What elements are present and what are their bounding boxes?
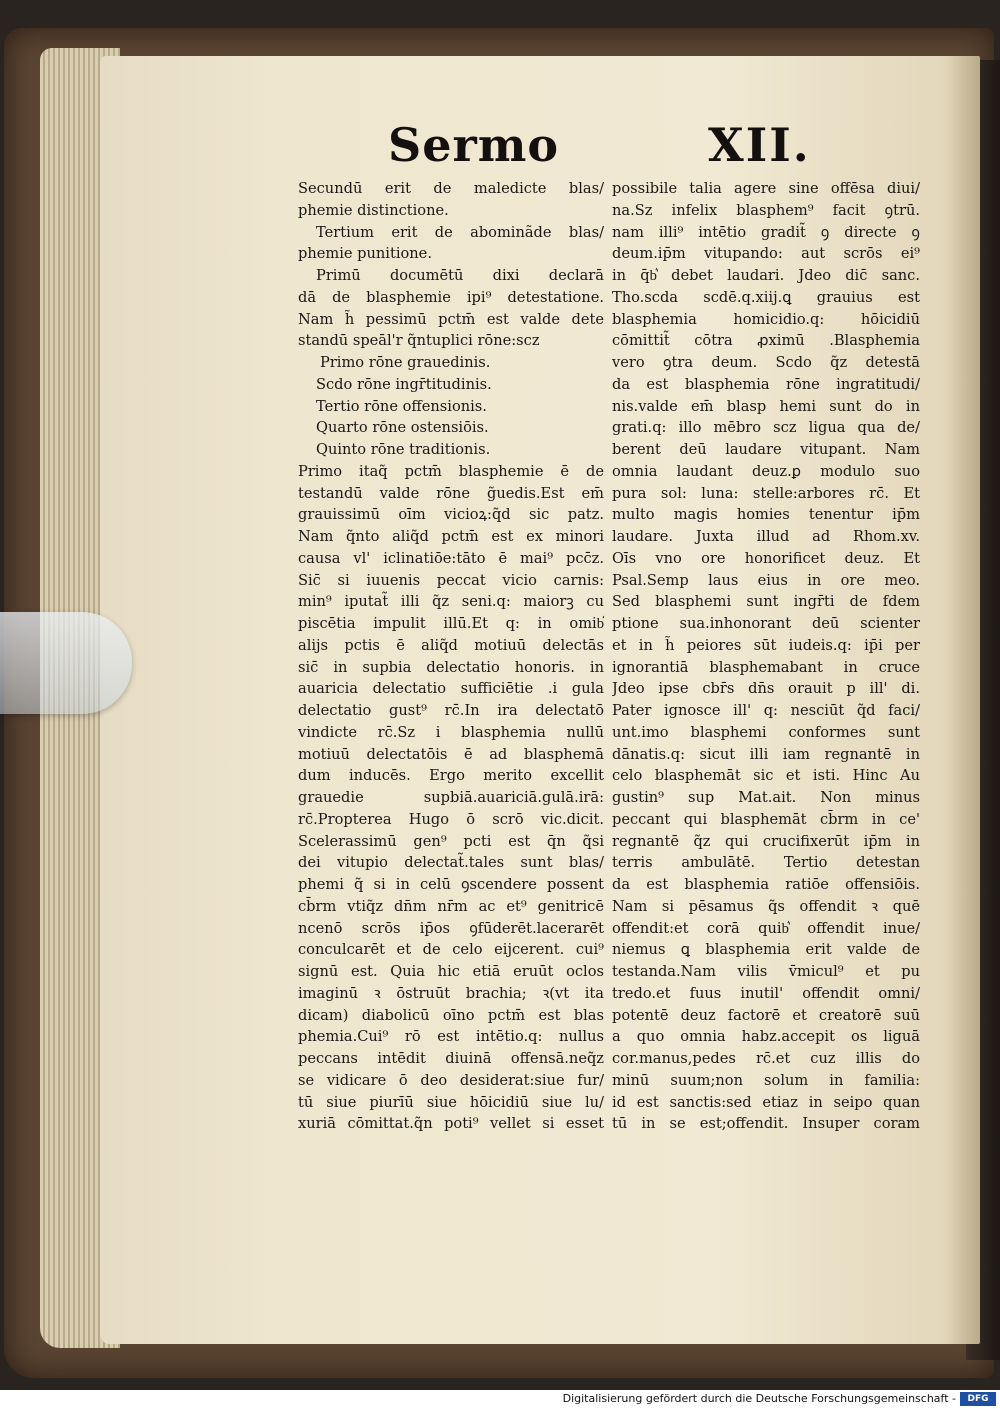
- text-line: da est blasphemia ratiōe offensiōis.: [612, 876, 920, 893]
- text-line: standū speāl'r q̃ntuplici rōne:scz: [298, 332, 540, 350]
- text-line: vindicte rc̄.Sz i blasphemia nullū: [298, 723, 604, 741]
- text-line: ptione sua.inhonorant deū scienter: [612, 615, 920, 632]
- text-line: motiuū delectatōis ē ad blasphemā: [298, 745, 604, 763]
- text-line: gustin⁹ sup Mat.ait. Non minus: [612, 789, 920, 806]
- text-line: tū siue piurīū siue hōicidiū siue lu/: [298, 1093, 604, 1111]
- text-line: Quinto rōne traditionis.: [316, 441, 491, 458]
- text-line: se vidicare ō deo desiderat:siue fur/: [298, 1071, 604, 1089]
- text-line: Nam q̃nto aliq̃d pctm̄ est ex minori: [298, 528, 604, 545]
- text-line: causa vl' iclinatiōe:tāto ē mai⁹ pcc̄z.: [298, 549, 604, 567]
- text-line: pura sol: luna: stelle:arbores rc̄. Et: [612, 484, 920, 502]
- text-line: imaginū ꝛ ōstruūt brachia; ꝛ(vt ita: [298, 984, 604, 1002]
- text-line: id est sanctis:sed etiaz in seipo quan: [612, 1093, 920, 1111]
- text-column-left: [298, 178, 604, 1135]
- text-line: Tertium erit de abominãde blas/: [316, 223, 604, 241]
- text-line: rc̄.Propterea Hugo ō scrō vic.dicit.: [298, 810, 604, 828]
- text-line: multo magis homies tenentur ip̄m: [612, 506, 920, 524]
- text-line: nis.valde em̄ blasp hemi sunt do in: [612, 397, 920, 415]
- text-line: Sed blasphemi sunt ingr̄ti de fdem: [612, 593, 920, 611]
- text-line: Scdo rōne ingr̄titudinis.: [316, 375, 492, 393]
- text-line: testandū valde rōne g̃uedis.Est em̄: [298, 484, 604, 502]
- text-line: possibile talia agere sine offēsa diui/: [612, 180, 920, 197]
- text-line: alijs pctis ē aliq̃d motiuū delectās: [298, 636, 604, 654]
- text-line: phemia.Cui⁹ rō est intētio.q: nullus: [298, 1028, 604, 1046]
- text-line: xuriā cōmittat.q̃n poti⁹ vellet si esset: [298, 1115, 604, 1133]
- text-line: Secundū erit de maledicte blas/: [298, 180, 604, 197]
- funding-credit: Digitalisierung gefördert durch die Deutsche Forschungsgemeinschaft -: [562, 1392, 956, 1405]
- text-line: grati.q: illo mēbro scz ligua qua de/: [612, 419, 920, 437]
- text-line: a quo omnia habz.accepit os liguā: [612, 1028, 920, 1046]
- text-line: dānatis.q: sicut illi iam regnantē in: [612, 745, 920, 763]
- text-line: unt.imo blasphemi conformes sunt: [612, 723, 920, 741]
- header-number: XII.: [708, 118, 811, 172]
- text-line: Primū documētū dixi declarā: [316, 267, 604, 284]
- text-line: offendit:et corā quib͛ offendit inue/: [612, 919, 920, 937]
- text-line: berent deū laudare vitupant. Nam: [612, 441, 920, 458]
- text-line: nam illi⁹ intētio gradit̃ ꝯ directe ꝯ: [612, 223, 920, 241]
- text-line: omnia laudant deuz.ꝑ modulo suo: [612, 462, 920, 480]
- text-line: Tertio rōne offensionis.: [316, 397, 487, 415]
- text-line: tredo.et fuus inutil' offendit omni/: [612, 984, 920, 1002]
- text-line: blasphemia homicidio.q: hōicidiū: [612, 310, 920, 328]
- text-line: Scelerassimū gen⁹ pcti est q̄n q̃si: [298, 832, 604, 850]
- text-line: Tho.scda scdē.q.xiij.ꝗ grauius est: [612, 288, 920, 306]
- text-line: peccant qui blasphemāt cb̄rm in ce': [612, 810, 920, 828]
- text-line: Jdeo ipse cbr̄s dn̄s orauit p ill' di.: [612, 680, 920, 698]
- text-line: cōmittit̃ cōtra ꝓximū .Blasphemia: [612, 332, 920, 350]
- text-line: ncenō scrōs ip̄os ꝯfūderēt.lacerarēt: [298, 919, 604, 937]
- text-line: da est blasphemia rōne ingratitudi/: [612, 375, 920, 393]
- text-line: ignorantiā blasphemabant in cruce: [612, 658, 920, 676]
- text-line: terris ambulātē. Tertio detestan: [612, 854, 920, 872]
- text-line: Nam si pēsamus q̃s offendit ꝛ quē: [612, 897, 920, 915]
- text-line: phemie punitione.: [298, 245, 432, 263]
- text-line: celo blasphemāt sic et isti. Hinc Au: [612, 767, 920, 785]
- text-line: testanda.Nam vilis v̄micul⁹ et pu: [612, 963, 920, 980]
- text-line: Pater ignosce ill' q: nesciūt q̃d faci/: [612, 702, 920, 719]
- text-line: signū est. Quia hic etiā eruūt oclos: [298, 963, 604, 980]
- text-line: deum.ip̄m vitupando: aut scrōs ei⁹: [612, 245, 920, 263]
- header-sermo: Sermo: [388, 118, 560, 172]
- text-line: auaricia delectatio sufficiētie .i gula: [298, 680, 604, 698]
- text-line: Sic̄ si iuuenis peccat vicio carnis:: [298, 571, 604, 589]
- text-line: dum inducēs. Ergo merito excellit: [298, 767, 604, 785]
- text-line: et in h̃ peiores sūt iudeis.q: ip̄i per: [612, 636, 920, 654]
- text-line: in q̄b͛ debet laudari. Jdeo dic̄ sanc.: [612, 267, 920, 284]
- text-line: phemie distinctione.: [298, 201, 449, 219]
- text-line: Nam h̃ pessimū pctm̄ est valde dete: [298, 310, 604, 328]
- text-line: regnantē q̃z qui crucifixerūt ip̄m in: [612, 832, 920, 850]
- text-line: potentē deuz factorē et creatorē suū: [612, 1006, 920, 1024]
- text-line: dicam) diabolicū oīno pctm̄ est blas: [298, 1006, 604, 1024]
- text-line: niemus ꝗ blasphemia erit valde de: [612, 941, 920, 959]
- text-line: sic̄ in supbia delectatio honoris. in: [298, 658, 604, 676]
- text-line: piscētia impulit illū.Et q: in omib͛: [298, 615, 604, 632]
- text-line: grauissimū oīm vicioꝝ:q̃d sic patz.: [298, 506, 604, 524]
- text-line: grauedie supbiā.auariciā.gulā.irā:: [298, 789, 604, 806]
- text-column-right: [612, 178, 920, 1135]
- text-line: peccans intēdit diuinā offensā.neq̃z: [298, 1050, 604, 1067]
- text-line: Oīs vno ore honorificet deuz. Et: [612, 549, 920, 567]
- dfg-logo: DFG: [960, 1392, 996, 1406]
- text-line: tū in se est;offendit. Insuper coram: [612, 1115, 920, 1133]
- text-line: conculcarēt et de celo eijcerent. cui⁹: [298, 941, 604, 959]
- text-line: phemi q̃ si in celū ꝯscendere possent: [298, 876, 604, 893]
- text-line: Primo itaq̃ pctm̄ blasphemie ē de: [298, 462, 604, 480]
- text-line: Psal.Semp laus eius in ore meo.: [612, 571, 920, 589]
- page-holder-clip: [0, 612, 132, 714]
- text-line: delectatio gust⁹ rc̄.In ira delectatō: [298, 702, 604, 719]
- text-line: laudare. Juxta illud ad Rhom.xv.: [612, 528, 920, 545]
- text-line: dā de blasphemie ipi⁹ detestatione.: [298, 288, 604, 306]
- text-line: Quarto rōne ostensiōis.: [316, 419, 489, 437]
- text-line: Primo rōne grauedinis.: [320, 354, 491, 371]
- text-line: cor.manus,pedes rc̄.et cuz illis do: [612, 1050, 920, 1067]
- text-line: min⁹ iputat̃ illi q̃z seni.q: maiorꝫ cu: [298, 593, 604, 611]
- text-line: dei vitupio delectat̃.tales sunt blas/: [298, 854, 604, 872]
- text-line: cb̄rm vtiq̃z dn̄m nr̄m ac et⁹ genitricē: [298, 897, 604, 915]
- text-line: na.Sz infelix blasphem⁹ facit ꝯtrū.: [612, 201, 920, 219]
- text-line: vero ꝯtra deum. Scdo q̃z detestā: [612, 354, 920, 371]
- text-line: minū suum;non solum in familia:: [612, 1071, 920, 1089]
